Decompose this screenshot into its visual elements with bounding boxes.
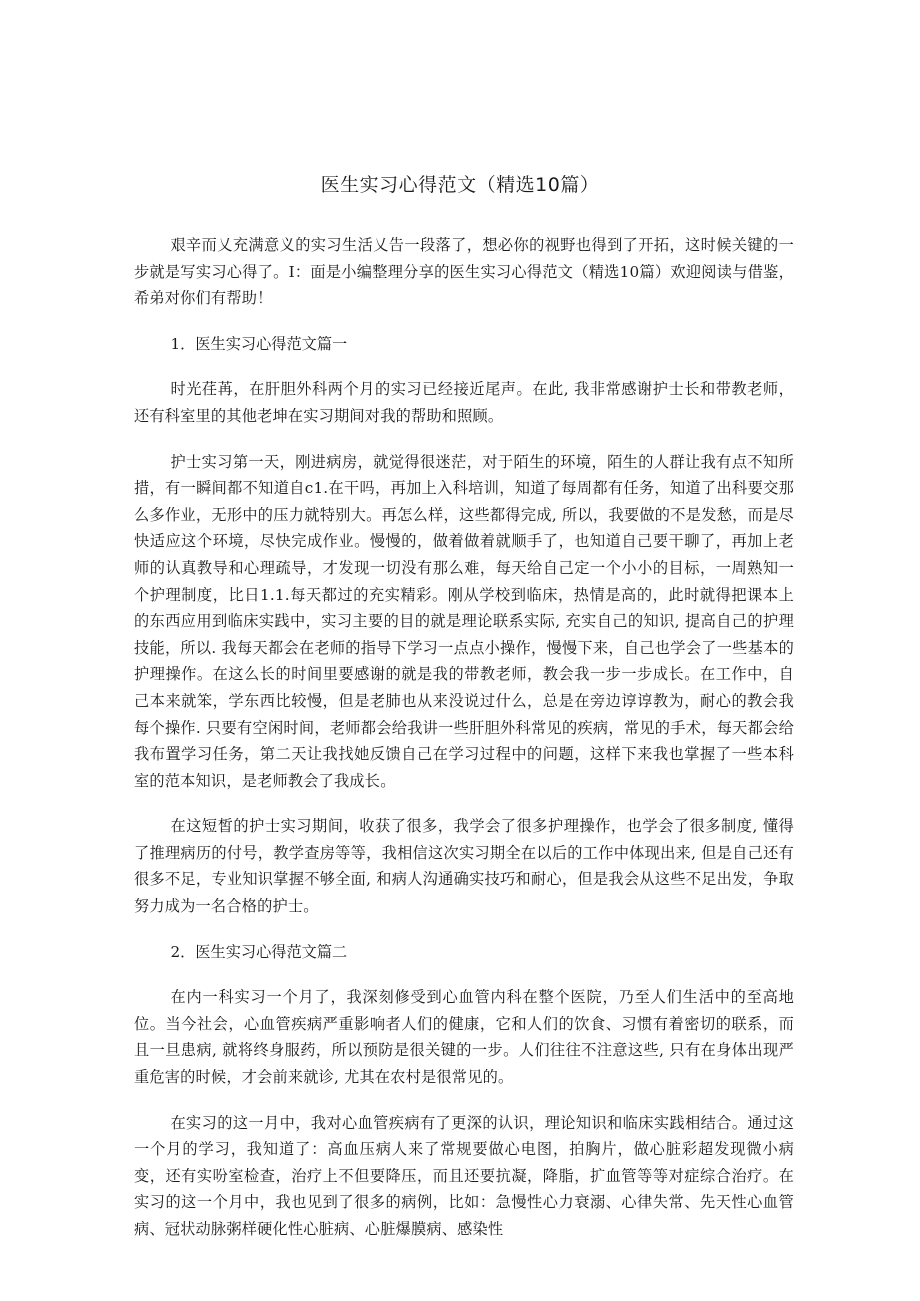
paragraph: 在实习的这一月中，我对心血管疾病有了更深的认识，理论知识和临床实践相结合。通过这一个月的学习，我知道了：高血压病人来了常规要做心电图，拍胸片，做心脏彩超发现微小病变，还有实吩室检查，治疗上不但要降压，而且还要抗凝，降脂，扩血管等等对症综合治疗。在实习的这一个月中，我也见到了很多的病例，比如：急慢性心力衰溺、心律失常、先天性心血管病、冠状动脉粥样硬化性心脏病、心脏爆膜病、感染性 xyxy=(134,1113,794,1238)
paragraph: 护士实习第一天，刚进病房，就觉得很迷茫，对于陌生的环境，陌生的人群让我有点不知所措，有一瞬间都不知道自c1.在干吗，再加上入科培训，知道了每周都有任务，知道了出科要交那么多作业，无形中的压力就特别大。再怎么样，这些都得完成, 所以，我要做的不是发愁，而是尽快适应这个环境，尽快完成作业。慢慢的，做着做着就顺手了，也知道自己要干聊了，再加上老师的认真教导和心理疏导，才发现一切没有那么难，每天给自己定一个小小的目标，一周熟知一个护理制度，比日1.1.每天都过的充实精彩。刚从学校到临床，热情是高的，此时就得把课本上的东西应用到临床实践中，实习主要的目的就是理论联系实际, 充实自己的知识, 提高自己的护理技能，所以. 我每天都会在老师的指导下学习一点点小操作，慢慢下来，自己也学会了一些基本的护理操作。在这么长的时间里要感谢的就是我的带教老师，教会我一步一步成长。在工作中，自己本来就笨，学东西比较慢，但是老肺也从来没说过什么，总是在旁边谆谆教为，耐心的教会我每个操作. 只要有空闲时间，老师都会给我讲一些肝胆外科常见的疾病，常见的手术，每天都会给我布置学习任务，第二天让我找她反馈自己在学习过程中的问题，这样下来我也掌握了一些本科室的范本知识，是老师教会了我成长。 xyxy=(134,452,794,790)
paragraph: 在这短皙的护士实习期间，收获了很多，我学会了很多护理操作，也学会了很多制度, 懂得了推理病历的付号，教学查房等等，我相信这次实习期全在以后的工作中体现出来, 但是自己还有很多不足，专业知识掌握不够全面, 和病人沟通确实技巧和耐心，但是我会从这些不足出发，争取努力成为一名合格的护士。 xyxy=(134,817,794,916)
document-title: 医生实习心得范文（精选10篇） xyxy=(320,174,600,196)
intro-paragraph: 艰辛而乂充满意义的实习生活乂告一段落了，想必你的视野也得到了开拓，这时候关键的一步就是写实习心得了。I：面是小编整理分享的医生实习心得范文（精选10篇）欢迎阅读与借鉴，希弟对你们有帮助！ xyxy=(134,236,794,308)
paragraph: 在内一科实习一个月了，我深刻修受到心血管内科在整个医院，乃至人们生活中的至高地位。当今社会，心血管疾病严重影响者人们的健康，它和人们的饮食、习惯有着密切的联系，而且一旦患病, 就将终身服药，所以预防是很关键的一步。人们往往不注意这些, 只有在身体出现严重危害的时候，才会前来就诊, 尤其在农村是很常见的。 xyxy=(134,988,794,1087)
paragraph: 时光荏苒，在肝胆外科两个月的实习已经接近尾声。在此, 我非常感谢护士长和带教老师，还有科室里的其他老坤在实习期间对我的帮助和照顾。 xyxy=(134,380,794,425)
section-heading-1: 1．医生实习心得范文篇一 xyxy=(170,334,348,353)
document-body xyxy=(134,232,794,1262)
section-heading-2: 2．医生实习心得范文篇二 xyxy=(170,942,348,961)
